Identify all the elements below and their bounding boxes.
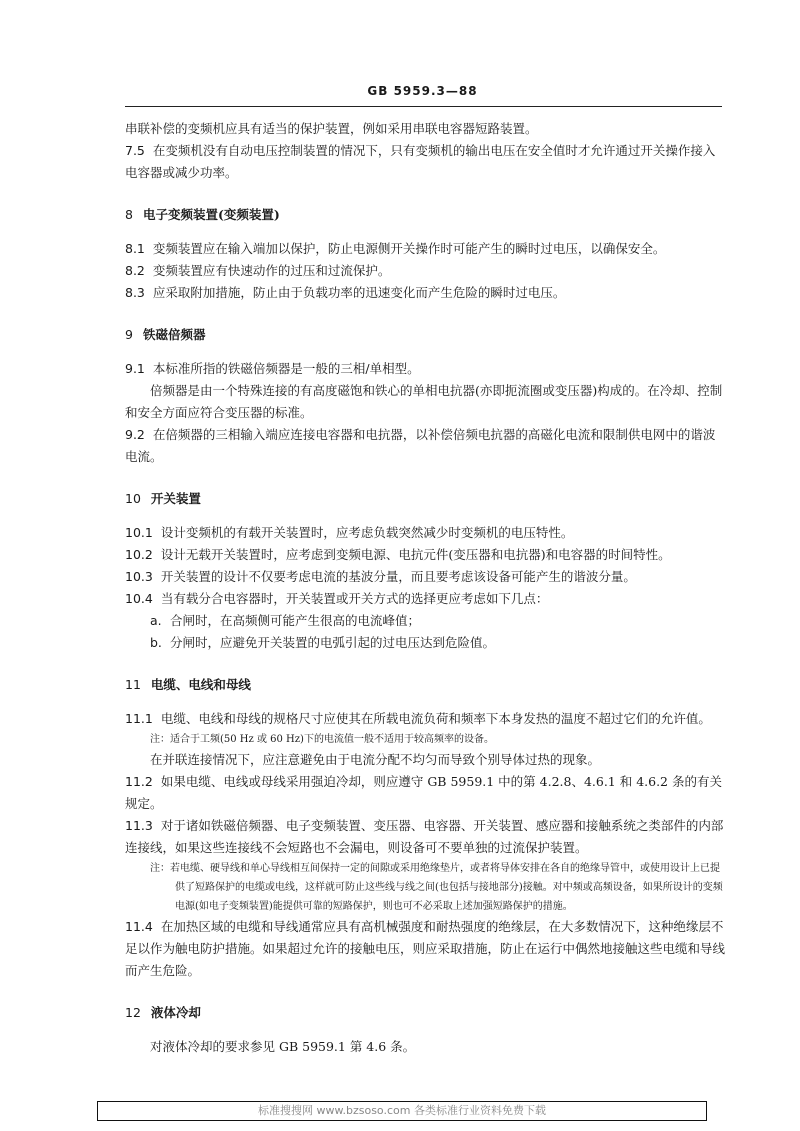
clause-number: 11.4 [125, 919, 153, 934]
section-heading [125, 488, 725, 510]
clause-number: 10.2 [125, 547, 153, 562]
clause [125, 140, 725, 184]
note-block: 注：若电缆、硬导线和单心导线相互间保持一定的间隙或采用绝缘垫片，或者将导体安排在各自的绝缘导管中，或使用设计上已提供了短路保护的电缆或电线，这样就可防止这些线与线之间(也包括与接地部分)接触。对中频或高频设备，如果所设计的变频电源(如电子变频装置)能提供可靠的短路保护，则也可不必采取上述加强短路保护的措施。 [150, 863, 723, 912]
clause [125, 544, 725, 566]
document-body [125, 118, 725, 1058]
clause-number: 10.4 [125, 591, 153, 606]
section-number: 8 [125, 207, 133, 222]
clause-text: 在倍频器的三相输入端应连接电容器和电抗器，以补偿倍频电抗器的高磁化电流和限制供电网中的谐波电流。 [125, 427, 716, 464]
section-number: 12 [125, 1005, 141, 1020]
section-heading [125, 674, 725, 696]
list-item-text: 分闸时，应避免开关装置的电弧引起的过电压达到危险值。 [170, 635, 496, 650]
page-header: GB 5959.3—88 [367, 84, 478, 98]
section-heading [125, 204, 725, 226]
spacer [125, 982, 725, 992]
clause-number: 7.5 [125, 143, 145, 158]
list-item-letter: b. [150, 635, 162, 650]
clause-text: 如果电缆、电线或母线采用强迫冷却，则应遵守 GB 5959.1 中的第 4.2.8、4.6.1 和 4.6.2 条的有关规定。 [125, 774, 722, 811]
spacer [125, 654, 725, 664]
clause [125, 916, 725, 982]
clause-number: 10.3 [125, 569, 153, 584]
clause-number: 9.2 [125, 427, 145, 442]
clause-number: 8.2 [125, 263, 145, 278]
footer-banner[interactable]: 标准搜搜网 www.bzsoso.com 各类标准行业资料免费下载 [97, 1101, 707, 1121]
list-item-text: 合闸时，在高频侧可能产生很高的电流峰值； [170, 613, 421, 628]
paragraph: 倍频器是由一个特殊连接的有高度磁饱和铁心的单相电抗器(亦即扼流圈或变压器)构成的。在冷却、控制和安全方面应符合变压器的标准。 [125, 383, 723, 420]
section-title: 电子变频装置(变频装置) [142, 207, 280, 222]
section-heading [125, 1002, 725, 1024]
section-title: 液体冷却 [150, 1005, 201, 1020]
clause [125, 358, 725, 380]
clause-text: 变频装置应在输入端加以保护，防止电源侧开关操作时可能产生的瞬时过电压，以确保安全。 [152, 241, 666, 256]
clause-text: 电缆、电线和母线的规格尺寸应使其在所载电流负荷和频率下本身发热的温度不超过它们的允许值。 [160, 711, 711, 726]
clause-number: 10.1 [125, 525, 153, 540]
spacer [125, 184, 725, 194]
clause [125, 238, 725, 260]
clause-text: 对于诸如铁磁倍频器、电子变频装置、变压器、电容器、开关装置、感应器和接触系统之类部件的内部连接线，如果这些连接线不会短路也不会漏电，则设备可不要单独的过流保护装置。 [125, 818, 724, 855]
paragraph: 串联补偿的变频机应具有适当的保护装置，例如采用串联电容器短路装置。 [125, 121, 538, 136]
section-title: 铁磁倍频器 [142, 327, 206, 342]
clause [125, 815, 725, 859]
clause-text: 变频装置应有快速动作的过压和过流保护。 [152, 263, 391, 278]
clause [125, 588, 725, 610]
clause [125, 260, 725, 282]
clause-number: 11.3 [125, 818, 153, 833]
clause [125, 708, 725, 730]
note: 注：适合于工频(50 Hz 或 60 Hz)下的电流值一般不适用于较高频率的设备。 [150, 734, 494, 745]
clause [125, 566, 725, 588]
clause-number: 8.1 [125, 241, 145, 256]
clause-text: 设计变频机的有载开关装置时，应考虑负载突然减少时变频机的电压特性。 [160, 525, 574, 540]
section-number: 9 [125, 327, 133, 342]
clause-text: 设计无载开关装置时，应考虑到变频电源、电抗元件(变压器和电抗器)和电容器的时间特性。 [160, 547, 671, 562]
clause-text: 在加热区域的电缆和导线通常应具有高机械强度和耐热强度的绝缘层，在大多数情况下，这种绝缘层不足以作为触电防护措施。如果超过允许的接触电压，则应采取措施，防止在运行中偶然地接触这些电缆和导线而产生危险。 [125, 919, 726, 978]
list-item [125, 610, 725, 632]
clause-number: 9.1 [125, 361, 145, 376]
section-number: 11 [125, 677, 141, 692]
clause-text: 本标准所指的铁磁倍频器是一般的三相/单相型。 [152, 361, 420, 376]
list-item [125, 632, 725, 654]
clause-text: 在变频机没有自动电压控制装置的情况下，只有变频机的输出电压在安全值时才允许通过开关操作接入电容器或减少功率。 [125, 143, 716, 180]
section-title: 开关装置 [150, 491, 201, 506]
spacer [125, 468, 725, 478]
clause [125, 522, 725, 544]
clause-text: 应采取附加措施，防止由于负载功率的迅速变化而产生危险的瞬时过电压。 [152, 285, 566, 300]
spacer [125, 304, 725, 314]
section-title: 电缆、电线和母线 [150, 677, 251, 692]
clause [125, 282, 725, 304]
clause-text: 当有载分合电容器时，开关装置或开关方式的选择更应考虑如下几点： [160, 591, 549, 606]
clause-number: 8.3 [125, 285, 145, 300]
clause [125, 771, 725, 815]
section-number: 10 [125, 491, 141, 506]
header-rule [125, 106, 722, 107]
section-heading [125, 324, 725, 346]
clause [125, 424, 725, 468]
list-item-letter: a. [150, 613, 162, 628]
paragraph: 对液体冷却的要求参见 GB 5959.1 第 4.6 条。 [150, 1039, 416, 1054]
clause-number: 11.1 [125, 711, 153, 726]
clause-text: 开关装置的设计不仅要考虑电流的基波分量，而且要考虑该设备可能产生的谐波分量。 [160, 569, 636, 584]
paragraph: 在并联连接情况下，应注意避免由于电流分配不均匀而导致个别导体过热的现象。 [150, 752, 601, 767]
clause-number: 11.2 [125, 774, 153, 789]
